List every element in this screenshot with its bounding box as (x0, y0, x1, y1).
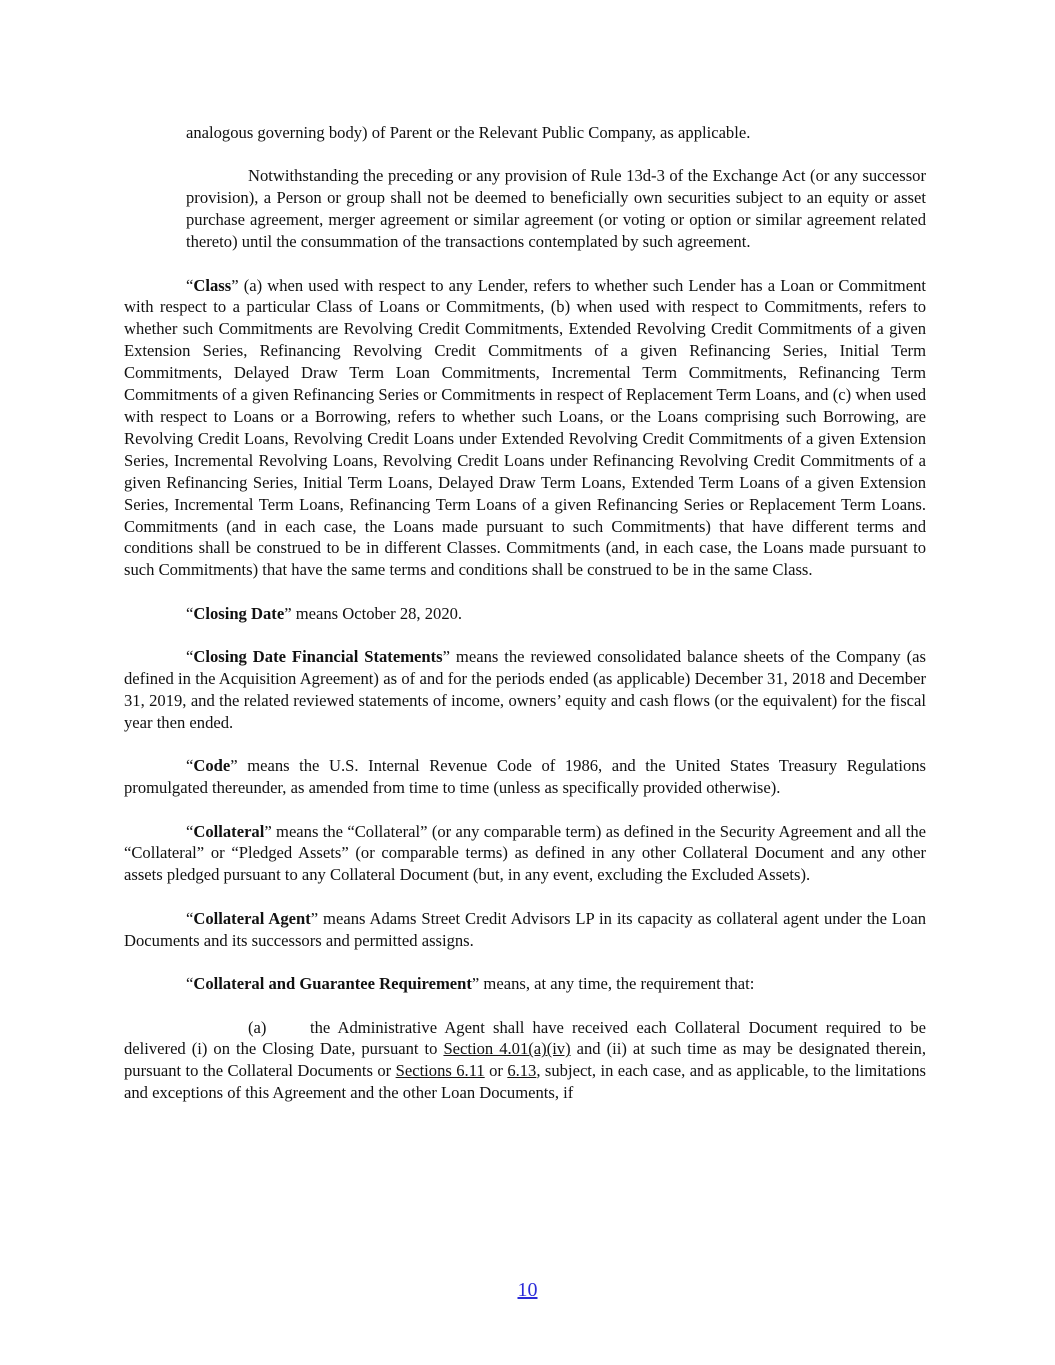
defined-term-code: Code (193, 756, 231, 776)
clause-text: or (484, 1061, 508, 1081)
defined-term-class: Class (193, 275, 232, 295)
paragraph-notwithstanding: Notwithstanding the preceding or any provision of Rule 13d-3 of the Exchange Act (or any successor provision), a Person or group shall not be deemed to beneficially own securities subject to an equity or asset purchase agreement, merger agreement or similar agreement (or voting or option or similar agreement related thereto) until the consummation of the transactions contemplated by such agreement. (186, 166, 926, 252)
clause-text: the Administrative Agent shall have received each Collateral Document required to be delivered (i) on the Closing Date, pursuant to (124, 1017, 926, 1059)
defined-term-closing-date-financial-statements: Closing Date Financial Statements (193, 647, 443, 667)
definition-closing-date (124, 603, 926, 625)
definition-text: means the U.S. Internal Revenue Code of 1986, and the United States Treasury Regulations promulgated thereunder, as amended from time to time (unless as specifically provided otherwise). (124, 756, 926, 798)
cross-reference-section-4-01-a-iv[interactable]: Section 4.01(a)(iv) (443, 1039, 571, 1059)
defined-term-collateral-agent: Collateral Agent (193, 908, 311, 928)
close-quote: ” (264, 821, 272, 841)
definition-closing-date-financial-statements (124, 646, 926, 734)
definition-text: (a) when used with respect to any Lender, refers to whether such Lender has a Loan or Commitment with respect to a particular Class of Loans or Commitments, (b) when used with respect to Commitments, refers to whether such Commitments are Revolving Credit Commitments, Extended Revolving Credit Commitments of a given Extension Series, Refinancing Revolving Credit Commitments of a given Refinancing Series, Initial Term Commitments, Delayed Draw Term Loan Commitments, Incremental Term Commitments, Refinancing Term Commitments of a given Refinancing Series or Commitments in respect of Replacement Term Loans, and (c) when used with respect to Loans or a Borrowing, refers to whether such Loans, or the Loans comprising such Borrowing, are Revolving Credit Loans, Revolving Credit Loans under Extended Revolving Credit Commitments of a given Extension Series, Incremental Revolving Loans, Revolving Credit Loans under Refinancing Revolving Credit Commitments of a given Refinancing Series, Initial Term Loans, Delayed Draw Term Loans, Extended Term Loans of a given Extension Series, Incremental Term Loans, Refinancing Term Loans of a given Refinancing Series or Replacement Term Loans. Commitments (and in each case, the Loans made pursuant to such Commitments) that have different terms and conditions shall be construed to be in different Classes. Commitments (and, in each case, the Loans made pursuant to such Commitments) that have the same terms and conditions shall be construed to be in the same Class. (124, 275, 926, 580)
definition-collateral-agent (124, 908, 926, 952)
open-quote: “ (186, 756, 194, 776)
close-quote: ” (284, 603, 292, 623)
close-quote: ” (442, 647, 450, 667)
defined-term-closing-date: Closing Date (193, 603, 285, 623)
clause-text: and (ii) at such time as may be designated therein, pursuant to the Collateral Documents or (124, 1039, 926, 1081)
open-quote: “ (186, 974, 194, 994)
paragraph-parent-continuation: analogous governing body) of Parent or the Relevant Public Company, as applicable. (186, 123, 751, 142)
open-quote: “ (186, 908, 194, 928)
cross-reference-sections-6-11[interactable]: Sections 6.11 (395, 1061, 485, 1081)
open-quote: “ (186, 275, 194, 295)
close-quote: ” (471, 974, 480, 994)
definition-collateral (124, 821, 926, 887)
clause-label-a: (a) (248, 1017, 267, 1037)
close-quote: ” (310, 908, 319, 928)
cross-reference-6-13[interactable]: 6.13 (507, 1061, 537, 1081)
defined-term-collateral: Collateral (193, 821, 265, 841)
definition-text: means the “Collateral” (or any comparable term) as defined in the Security Agreement and all the “Collateral” or “Pledged Assets” (or comparable terms) as defined in any other Collateral Document and any other assets pledged pursuant to any Collateral Document (but, in any event, excluding the Excluded Assets). (124, 821, 926, 885)
definition-text: means Adams Street Credit Advisors LP in its capacity as collateral agent under the Loan Documents and its successors and permitted assigns. (124, 908, 926, 950)
definition-text: means the reviewed consolidated balance sheets of the Company (as defined in the Acquisition Agreement) as of and for the periods ended (as applicable) December 31, 2018 and December 31, 2019, and the related reviewed statements of income, owners’ equity and cash flows (or the equivalent) for the fiscal year then ended. (124, 647, 927, 732)
defined-term-collateral-and-guarantee-requirement: Collateral and Guarantee Requirement (193, 974, 472, 994)
open-quote: “ (186, 647, 194, 667)
definition-text: means October 28, 2020. (291, 603, 463, 623)
document-page (124, 122, 926, 1104)
close-quote: ” (230, 756, 238, 776)
close-quote: ” (231, 275, 239, 295)
clause-a (124, 1017, 926, 1105)
definition-code (124, 755, 926, 799)
definition-text: means, at any time, the requirement that: (479, 974, 755, 994)
page-number-footer (0, 1279, 1055, 1302)
open-quote: “ (186, 821, 194, 841)
page-number-link[interactable]: 10 (517, 1279, 538, 1301)
definition-class (124, 275, 926, 582)
definition-collateral-and-guarantee-requirement (124, 973, 926, 995)
clause-text: , subject, in each case, and as applicable, to the limitations and exceptions of this Agreement and the other Loan Documents, if (124, 1061, 927, 1103)
open-quote: “ (186, 603, 194, 623)
